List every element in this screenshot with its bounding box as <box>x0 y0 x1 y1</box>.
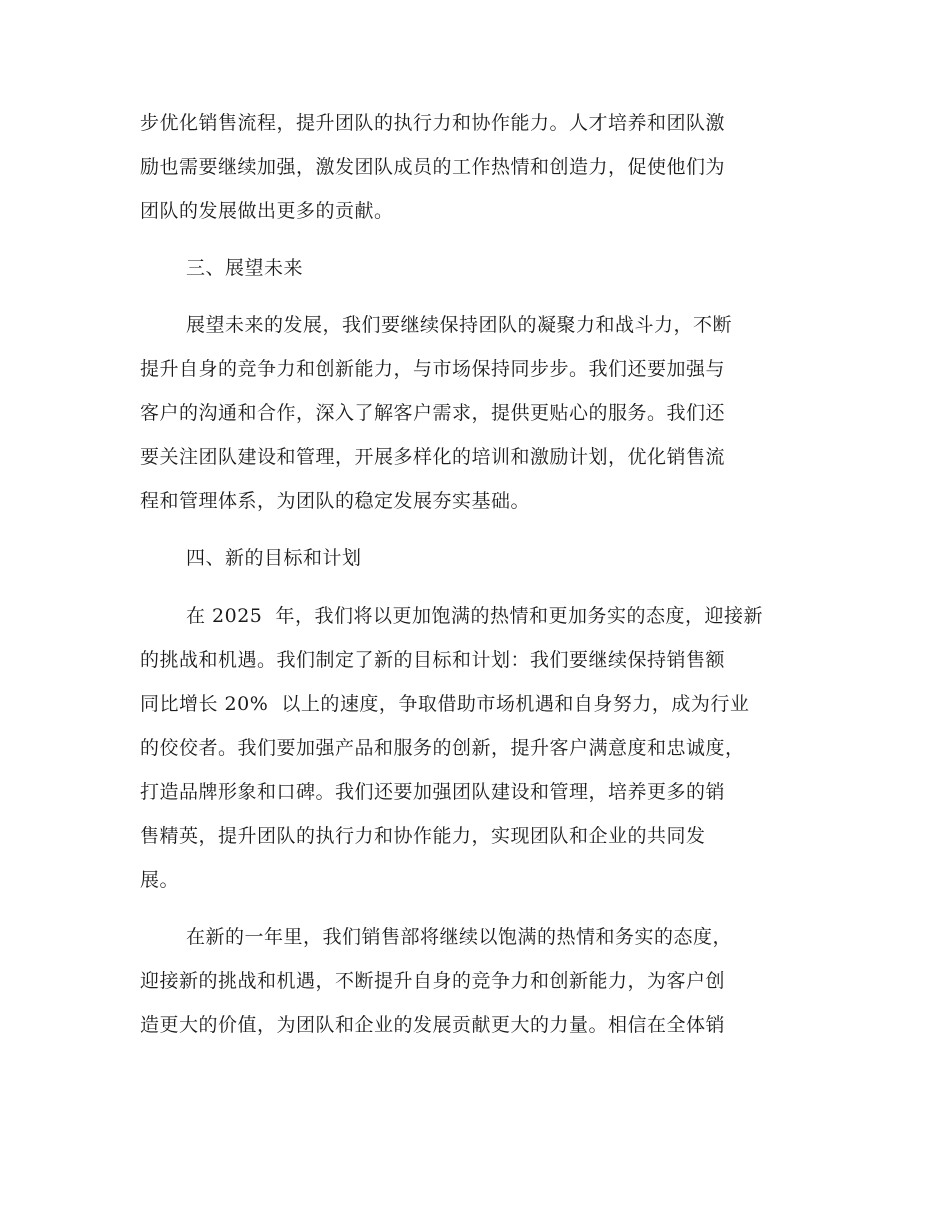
paragraph-4-line-3: 造更大的价值，为团队和企业的发展贡献更大的力量。相信在全体销 <box>140 1014 726 1036</box>
paragraph-3-line-7: 展。 <box>140 869 180 891</box>
paragraph-2-line-5: 程和管理体系，为团队的稳定发展夯实基础。 <box>140 490 531 512</box>
paragraph-2-line-3: 客户的沟通和合作，深入了解客户需求，提供更贴心的服务。我们还 <box>140 402 726 424</box>
paragraph-3-line-2: 的挑战和机遇。我们制定了新的目标和计划：我们要继续保持销售额 <box>140 649 726 671</box>
paragraph-1-line-1: 步优化销售流程，提升团队的执行力和协作能力。人才培养和团队激 <box>140 112 726 134</box>
paragraph-3-line-1: 在 2025 年，我们将以更加饱满的热情和更加务实的态度，迎接新 <box>186 605 763 627</box>
paragraph-3-line-4: 的佼佼者。我们要加强产品和服务的创新，提升客户满意度和忠诚度， <box>140 737 745 759</box>
paragraph-2-line-4: 要关注团队建设和管理，开展多样化的培训和激励计划，优化销售流 <box>140 446 726 468</box>
paragraph-2-line-1: 展望未来的发展，我们要继续保持团队的凝聚力和战斗力，不断 <box>186 314 733 336</box>
paragraph-1-line-2: 励也需要继续加强，激发团队成员的工作热情和创造力，促使他们为 <box>140 156 726 178</box>
paragraph-4-line-1: 在新的一年里，我们销售部将继续以饱满的热情和务实的态度， <box>186 926 733 948</box>
section-heading-goals: 四、新的目标和计划 <box>186 547 362 569</box>
paragraph-3-line-6: 售精英，提升团队的执行力和协作能力，实现团队和企业的共同发 <box>140 825 706 847</box>
paragraph-1-line-3: 团队的发展做出更多的贡献。 <box>140 200 394 222</box>
paragraph-3-line-5: 打造品牌形象和口碑。我们还要加强团队建设和管理，培养更多的销 <box>140 781 726 803</box>
paragraph-4-line-2: 迎接新的挑战和机遇，不断提升自身的竞争力和创新能力，为客户创 <box>140 970 726 992</box>
section-heading-outlook: 三、展望未来 <box>186 257 304 279</box>
paragraph-2-line-2: 提升自身的竞争力和创新能力，与市场保持同步步。我们还要加强与 <box>140 358 726 380</box>
paragraph-3-line-3: 同比增长 20% 以上的速度，争取借助市场机遇和自身努力，成为行业 <box>140 693 750 715</box>
